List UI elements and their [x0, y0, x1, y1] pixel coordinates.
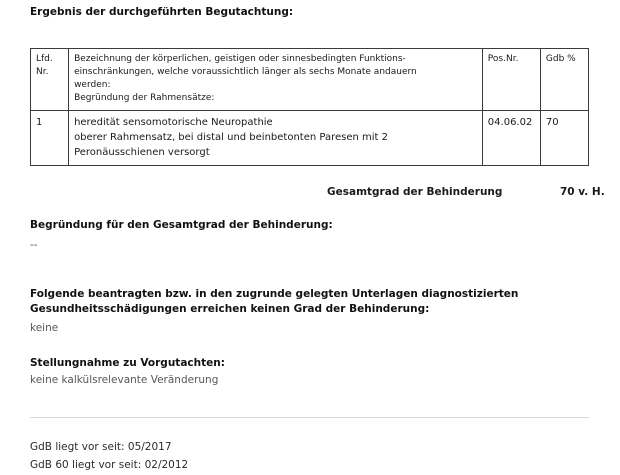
reason-text: --: [30, 239, 38, 251]
header-cell-description: [69, 49, 483, 111]
header-desc-line-4: Begründung der Rahmensätze:: [74, 93, 215, 104]
header-nr-line-1: Lfd.: [36, 54, 53, 64]
row-cell-description: [69, 111, 483, 166]
header-nr-line-2: Nr.: [36, 67, 49, 78]
reason-heading: Begründung für den Gesamtgrad der Behinderung:: [30, 219, 333, 231]
header-desc-line-2: einschränkungen, welche voraussichtlich länger als sechs Monate andauern: [74, 67, 417, 78]
no-gdb-heading-line-1: Folgende beantragten bzw. in den zugrunde gelegten Unterlagen diagnostizierten: [30, 288, 519, 300]
row-cell-gdb: 70: [540, 111, 588, 166]
header-cell-pos: Pos.Nr.: [482, 49, 540, 111]
row-desc-line-2: oberer Rahmensatz, bei distal und beinbetonten Paresen mit 2: [74, 132, 389, 144]
header-desc-line-1: Bezeichnung der körperlichen, geistigen oder sinnesbedingten Funktions-: [74, 54, 406, 64]
table-row: [31, 111, 589, 166]
footer-divider: [30, 417, 589, 418]
row-cell-pos: 04.06.02: [482, 111, 540, 166]
footer-gdb60-since: GdB 60 liegt vor seit: 02/2012: [30, 459, 189, 471]
page-title: Ergebnis der durchgeführten Begutachtung:: [30, 6, 294, 18]
header-cell-nr: [31, 49, 69, 111]
no-gdb-heading-line-2: Gesundheitsschädigungen erreichen keinen Grad der Behinderung:: [30, 303, 430, 315]
no-gdb-text: keine: [30, 322, 59, 334]
assessment-table: [30, 48, 589, 166]
total-value: 70 v. H.: [560, 186, 605, 198]
row-desc-line-3: Peronäusschienen versorgt: [74, 147, 210, 159]
header-cell-gdb: Gdb %: [540, 49, 588, 111]
opinion-text: keine kalkülsrelevante Veränderung: [30, 374, 219, 386]
table-header-row: [31, 49, 589, 111]
row-desc-line-1: heredität sensomotorische Neuropathie: [74, 117, 273, 129]
header-desc-line-3: werden:: [74, 80, 111, 91]
row-cell-nr: 1: [31, 111, 69, 166]
total-label: Gesamtgrad der Behinderung: [327, 186, 503, 198]
opinion-heading: Stellungnahme zu Vorgutachten:: [30, 357, 225, 369]
footer-gdb-since: GdB liegt vor seit: 05/2017: [30, 441, 172, 453]
